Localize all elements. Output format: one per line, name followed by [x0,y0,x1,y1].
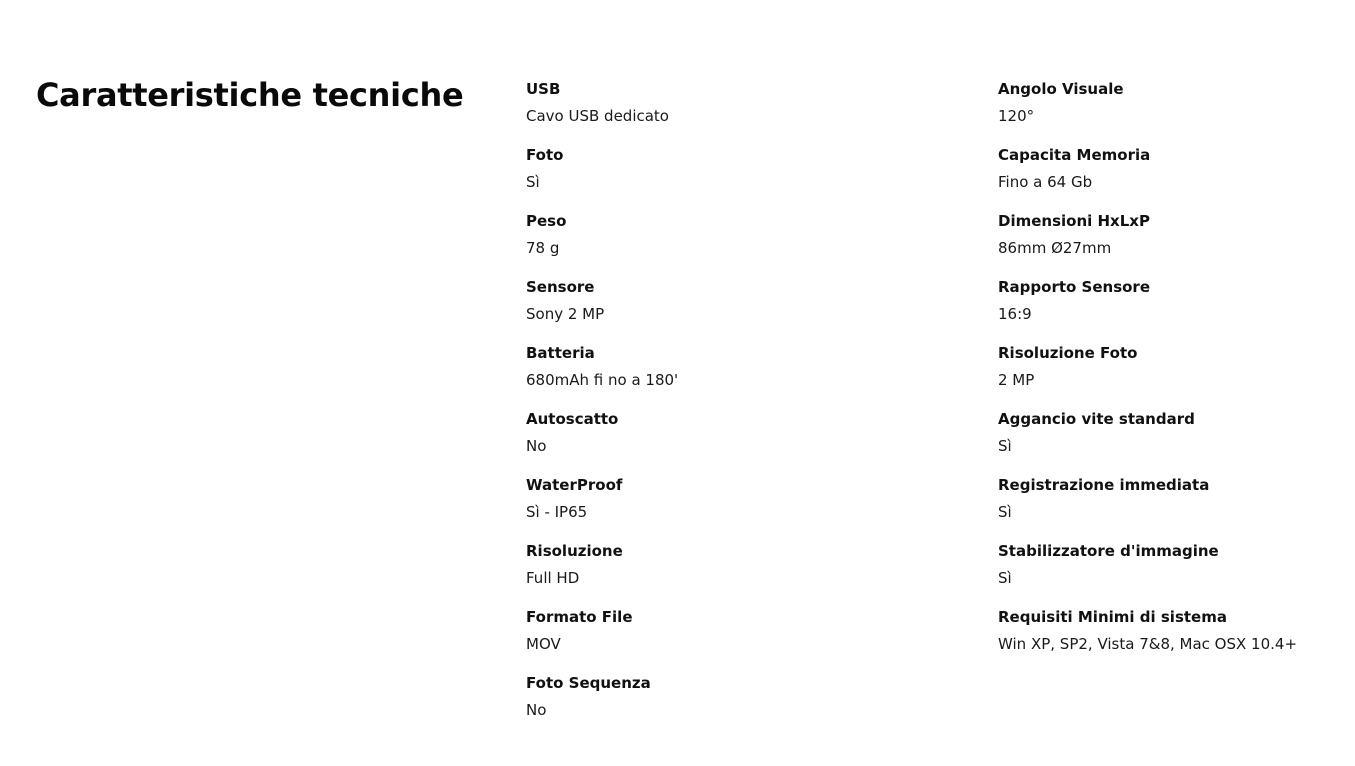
spec-item-peso [526,211,946,277]
spec-value: Sony 2 MP [526,305,605,323]
spec-item-capacita-memoria [998,145,1338,211]
spec-value: 78 g [526,239,560,257]
spec-label: Formato File [526,608,633,626]
spec-value: Sì [998,437,1012,455]
spec-item-autoscatto [526,409,946,475]
spec-label: Registrazione immediata [998,476,1210,494]
spec-value: 120° [998,107,1035,125]
spec-value: Sì [998,503,1012,521]
spec-item-sensore [526,277,946,343]
spec-label: Batteria [526,344,595,362]
specs-right-column [998,79,1338,673]
spec-item-registrazione-immediata [998,475,1338,541]
spec-label: Foto Sequenza [526,674,651,692]
spec-item-stabilizzatore [998,541,1338,607]
spec-value: Cavo USB dedicato [526,107,669,125]
spec-value: Sì - IP65 [526,503,588,521]
spec-item-requisiti-minimi [998,607,1338,673]
spec-item-formato-file [526,607,946,673]
spec-label: Rapporto Sensore [998,278,1151,296]
spec-item-batteria [526,343,946,409]
spec-value: Full HD [526,569,580,587]
spec-value: 86mm Ø27mm [998,239,1112,257]
spec-item-usb [526,79,946,145]
spec-label: Peso [526,212,567,230]
spec-item-risoluzione [526,541,946,607]
spec-label: Risoluzione [526,542,623,560]
spec-item-aggancio-vite [998,409,1338,475]
page-title: Caratteristiche tecniche [36,76,464,114]
spec-value: No [526,701,547,719]
spec-item-foto [526,145,946,211]
spec-value: MOV [526,635,561,653]
spec-value: Sì [998,569,1012,587]
spec-item-waterproof [526,475,946,541]
spec-item-angolo-visuale [998,79,1338,145]
spec-item-dimensioni [998,211,1338,277]
spec-label: Aggancio vite standard [998,410,1195,428]
spec-label: Requisiti Minimi di sistema [998,608,1227,626]
spec-label: USB [526,80,561,98]
spec-value: Fino a 64 Gb [998,173,1093,191]
spec-label: Risoluzione Foto [998,344,1138,362]
spec-value: Sì [526,173,540,191]
spec-value: 2 MP [998,371,1035,389]
spec-value: 680mAh fi no a 180' [526,371,679,389]
spec-item-rapporto-sensore [998,277,1338,343]
spec-label: Sensore [526,278,595,296]
spec-item-foto-sequenza [526,673,946,739]
spec-label: Angolo Visuale [998,80,1124,98]
spec-label: Autoscatto [526,410,619,428]
specs-left-column [526,79,946,739]
spec-value: 16:9 [998,305,1032,323]
spec-item-risoluzione-foto [998,343,1338,409]
spec-label: Capacita Memoria [998,146,1151,164]
spec-value: No [526,437,547,455]
spec-label: WaterProof [526,476,623,494]
spec-label: Dimensioni HxLxP [998,212,1150,230]
spec-label: Foto [526,146,564,164]
spec-value: Win XP, SP2, Vista 7&8, Mac OSX 10.4+ [998,635,1298,653]
spec-label: Stabilizzatore d'immagine [998,542,1219,560]
